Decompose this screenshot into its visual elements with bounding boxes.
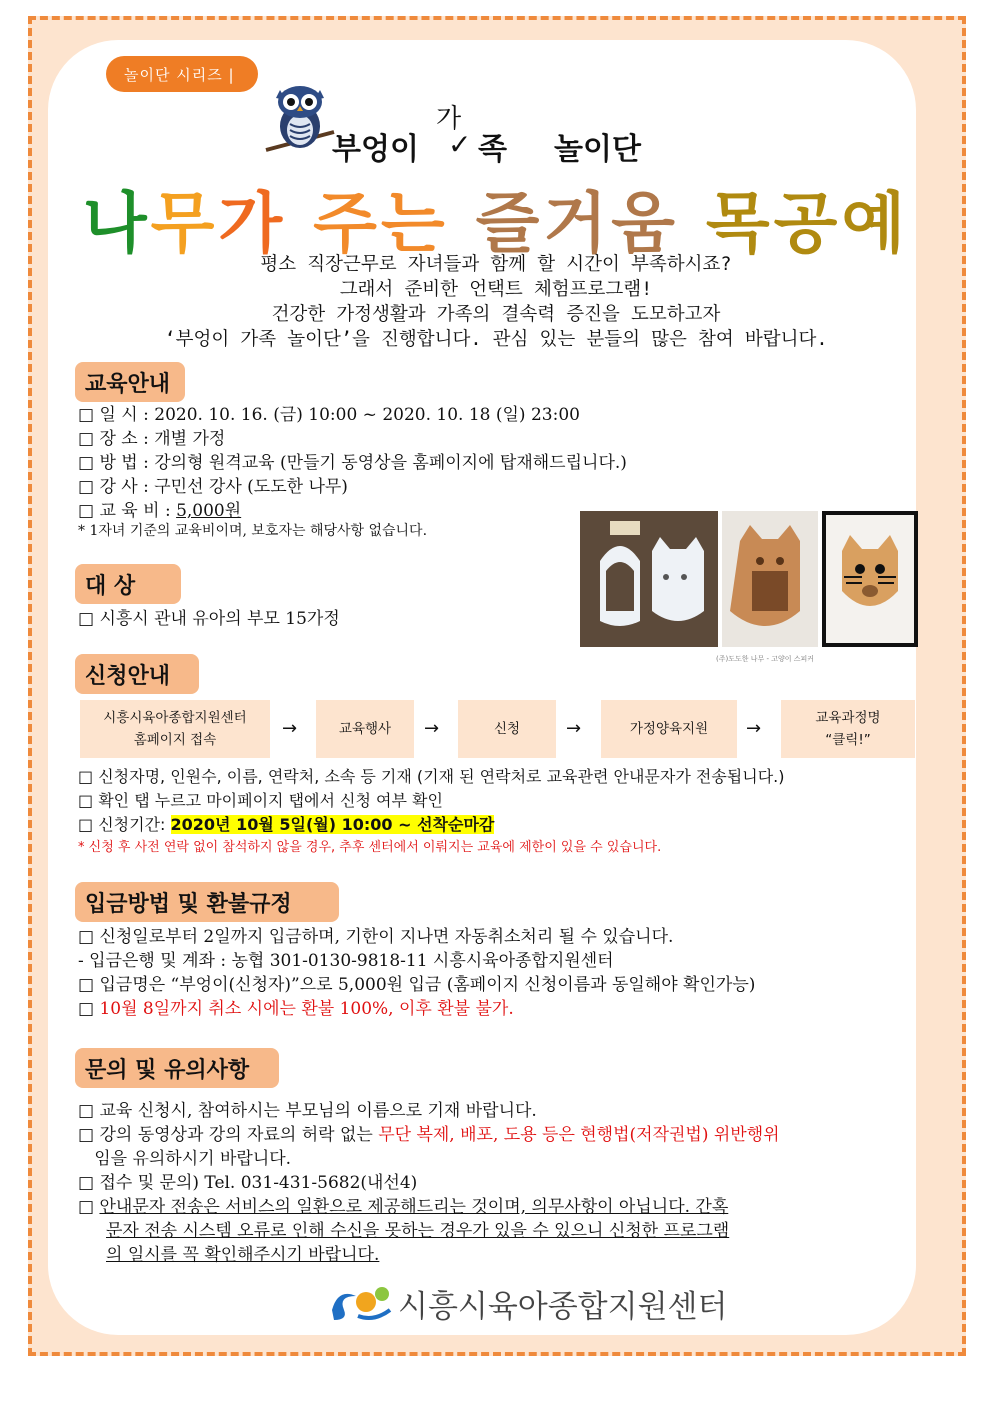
payment-line: □ 입금명은 “부엉이(신청자)”으로 5,000원 입금 (홈페이지 신청이름과 동일해야 확인가능) — [78, 975, 756, 995]
refund-line — [78, 994, 755, 1018]
notice-line — [78, 1192, 780, 1216]
flow-step-label: 교육과정명 — [815, 710, 881, 726]
main-title — [0, 170, 992, 265]
apply-warning: * 신청 후 사전 연락 없이 참석하지 않을 경우, 추후 센터에서 이뤄지는 교육에 제한이 있을 수 있습니다. — [78, 840, 662, 855]
title-part: 목공예 — [705, 185, 910, 262]
program-subtitle — [332, 104, 641, 168]
subtitle-word-group: 놀이단 — [554, 132, 641, 167]
inquiry-text: □ 강의 동영상과 강의 자료의 허락 없는 — [78, 1125, 379, 1145]
inquiry-details — [78, 1096, 780, 1264]
education-heading: 교육안내 — [75, 362, 185, 402]
target-details — [78, 604, 340, 628]
education-line: □ 방 법 : 강의형 원격교육 (만들기 동영상을 홈페이지에 탑재해드립니다.) — [78, 453, 627, 473]
refund-policy: 10월 8일까지 취소 시에는 환불 100%, 이후 환불 불가. — [99, 999, 514, 1019]
payment-line: □ 신청일로부터 2일까지 입금하며, 기한이 지나면 자동취소처리 될 수 있습니다. — [78, 927, 674, 947]
copyright-warning: 무단 복제, 배포, 도용 등은 현행법(저작권법) 위반행위 — [378, 1125, 780, 1145]
checkbox-label: □ — [78, 999, 100, 1019]
notice-text: 안내문자 전송은 서비스의 일환으로 제공해드리는 것이며, 의무사항이 아닙니다. 간혹 — [99, 1197, 729, 1217]
contact-line: □ 접수 및 문의) Tel. 031-431-5682(내선4) — [78, 1173, 418, 1193]
education-line: □ 장 소 : 개별 가정 — [78, 429, 226, 449]
flow-step-label: 신청 — [493, 721, 521, 737]
center-name: 시흥시육아종합지원센터 — [398, 1289, 728, 1325]
inquiry-line: □ 교육 신청시, 참여하시는 부모님의 이름으로 기재 바랍니다. — [78, 1101, 537, 1121]
arrow-right-icon: → — [424, 718, 440, 739]
flow-step-label: 가정양육지원 — [629, 721, 709, 737]
arrow-right-icon: → — [282, 718, 298, 739]
intro-text — [0, 252, 992, 352]
target-heading: 대 상 — [75, 564, 181, 604]
flow-step-apply — [458, 700, 556, 758]
payment-details — [78, 922, 755, 1018]
intro-line: ‘부엉이 가족 놀이단’을 진행합니다. 관심 있는 분들의 많은 참여 바랍니다. — [164, 329, 828, 350]
apply-line: □ 확인 탭 누르고 마이페이지 탭에서 신청 여부 확인 — [78, 791, 443, 810]
apply-line: □ 신청자명, 인원수, 이름, 연락처, 소속 등 기재 (기재 된 연락처로 교육관련 안내문자가 전송됩니다.) — [78, 767, 785, 786]
title-part: 즐거움 — [475, 185, 679, 262]
apply-heading: 신청안내 — [75, 654, 199, 694]
flow-step-family-support — [601, 700, 737, 758]
intro-line: 건강한 가정생활과 가족의 결속력 증진을 도모하고자 — [271, 304, 721, 325]
fee-note: * 1자녀 기준의 교육비이며, 보호자는 해당사항 없습니다. — [78, 523, 428, 539]
subtitle-ga: 가 — [436, 104, 462, 134]
apply-details — [78, 764, 784, 860]
flow-step-homepage — [80, 700, 270, 758]
title-part: 무 — [150, 185, 219, 262]
notice-text: 문자 전송 시스템 오류로 인해 수신을 못하는 경우가 있을 수 있으니 신청한 프로그램 — [106, 1221, 730, 1241]
wood-mask-photo — [722, 511, 818, 647]
education-fee — [78, 496, 627, 520]
arrow-right-icon: → — [566, 718, 582, 739]
inquiry-copyright-line — [78, 1120, 780, 1144]
intro-line: 평소 직장근무로 자녀들과 함께 할 시간이 부족하시죠? — [260, 254, 732, 275]
education-line: □ 일 시 : 2020. 10. 16. (금) 10:00 ~ 2020. 10. 18 (일) 23:00 — [78, 405, 580, 425]
flow-step-course-click — [781, 700, 915, 758]
title-part: 가 — [218, 185, 287, 262]
center-logo-icon — [322, 1280, 402, 1324]
subtitle-word-family: 족 — [478, 132, 507, 167]
cat-speaker-photo — [822, 511, 918, 647]
series-badge: 놀이단 시리즈 | — [106, 56, 258, 92]
flow-step-label: 시흥시육아종합지원센터 — [103, 710, 247, 726]
subtitle-word-owl: 부엉이 — [332, 132, 419, 167]
inquiry-line: 임을 유의하시기 바랍니다. — [78, 1149, 292, 1169]
apply-period — [78, 812, 784, 836]
inquiry-heading: 문의 및 유의사항 — [75, 1048, 279, 1088]
education-details — [78, 400, 627, 544]
period-label: □ 신청기간: — [78, 815, 171, 834]
fee-label: □ 교 육 비 : — [78, 501, 177, 521]
payment-heading: 입금방법 및 환불규정 — [75, 882, 339, 922]
title-part: 나 — [82, 185, 151, 262]
flow-step-label: “클릭!” — [825, 732, 871, 748]
photo-caption: (주)도도한 나무 - 고양이 스피커 — [716, 655, 815, 663]
intro-line: 그래서 준비한 언택트 체험프로그램! — [339, 279, 653, 300]
notice-text: 의 일시를 꼭 확인해주시기 바랍니다. — [106, 1245, 380, 1265]
owl-icon — [262, 80, 342, 160]
fee-value: 5,000원 — [176, 501, 242, 521]
checkbox-label: □ — [78, 1197, 100, 1217]
period-value: 2020년 10월 5일(월) 10:00 ~ 선착순마감 — [170, 815, 495, 834]
flow-step-label: 교육행사 — [338, 721, 392, 737]
wood-craft-parts-photo — [580, 511, 718, 647]
target-line: □ 시흥시 관내 유아의 부모 15가정 — [78, 609, 340, 629]
education-line: □ 강 사 : 구민선 강사 (도도한 나무) — [78, 477, 348, 497]
flow-step-events — [316, 700, 414, 758]
payment-line: - 입금은행 및 계좌 : 농협 301-0130-9818-11 시흥시육아종합지원센터 — [78, 951, 614, 971]
title-part: 주는 — [313, 185, 449, 262]
arrow-right-icon: → — [746, 718, 762, 739]
flow-step-label: 홈페이지 접속 — [133, 732, 217, 748]
check-icon: ✓ — [448, 128, 472, 161]
